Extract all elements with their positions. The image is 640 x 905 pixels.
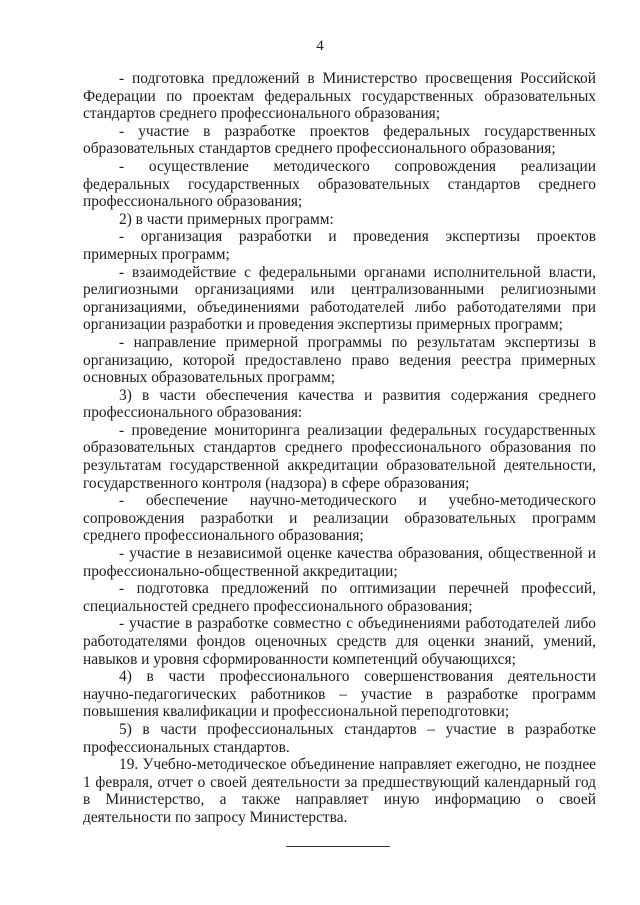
paragraph: 4) в части профессионального совершенствования деятельности научно-педагогических работников – участие в разработке программ повышения квалификации и профессиональной переподготовки; (83, 668, 596, 721)
paragraph: 19. Учебно-методическое объединение направляет ежегодно, не позднее 1 февраля, отчет о своей деятельности за предшествующий календарный год в Министерство, а также направляет иную информацию о своей деятельности по запросу Министерства. (83, 756, 596, 826)
paragraph: 3) в части обеспечения качества и развития содержания среднего профессионального образования: (83, 386, 596, 422)
closing-rule (286, 846, 390, 847)
paragraph: - участие в разработке проектов федеральных государственных образовательных стандартов среднего профессионального образования; (83, 122, 596, 158)
paragraph: - участие в разработке совместно с объединениями работодателей либо работодателями фондов оценочных средств для оценки знаний, умений, навыков и уровня сформированности компетенций обучающихся; (83, 615, 596, 668)
paragraph: - направление примерной программы по результатам экспертизы в организацию, которой предоставлено право ведения реестра примерных основных образовательных программ; (83, 333, 596, 387)
paragraph: - обеспечение научно-методического и учебно-методического сопровождения разработки и реализации образовательных программ среднего профессионального образования; (83, 492, 596, 545)
paragraph: - участие в независимой оценке качества образования, общественной и профессионально-общественной аккредитации; (83, 545, 596, 580)
paragraph: - проведение мониторинга реализации федеральных государственных образовательных стандартов среднего профессионального образования по результатам государственной аккредитации образовательной деятельности, государственного контроля (надзора) в сфере образования; (83, 421, 596, 492)
page-number: 4 (316, 38, 324, 54)
paragraph: 2) в части примерных программ: (119, 210, 334, 228)
paragraph: - подготовка предложений в Министерство просвещения Российской Федерации по проектам федеральных государственных образовательных стандартов среднего профессионального образования; (83, 70, 596, 123)
paragraph: 5) в части профессиональных стандартов – участие в разработке профессиональных стандартов. (83, 720, 596, 756)
paragraph: - подготовка предложений по оптимизации перечней профессий, специальностей среднего профессионального образования; (83, 580, 596, 615)
paragraph: - организация разработки и проведения экспертизы проектов примерных программ; (83, 228, 596, 263)
paragraph: - взаимодействие с федеральными органами исполнительной власти, религиозными организациями или централизованными религиозными организациями, объединениями работодателей либо работодателями при организации разработки и проведения экспертизы примерных программ; (83, 263, 596, 334)
paragraph: - осуществление методического сопровождения реализации федеральных государственных образовательных стандартов среднего профессионального образования; (83, 157, 596, 211)
document-body (83, 70, 596, 827)
